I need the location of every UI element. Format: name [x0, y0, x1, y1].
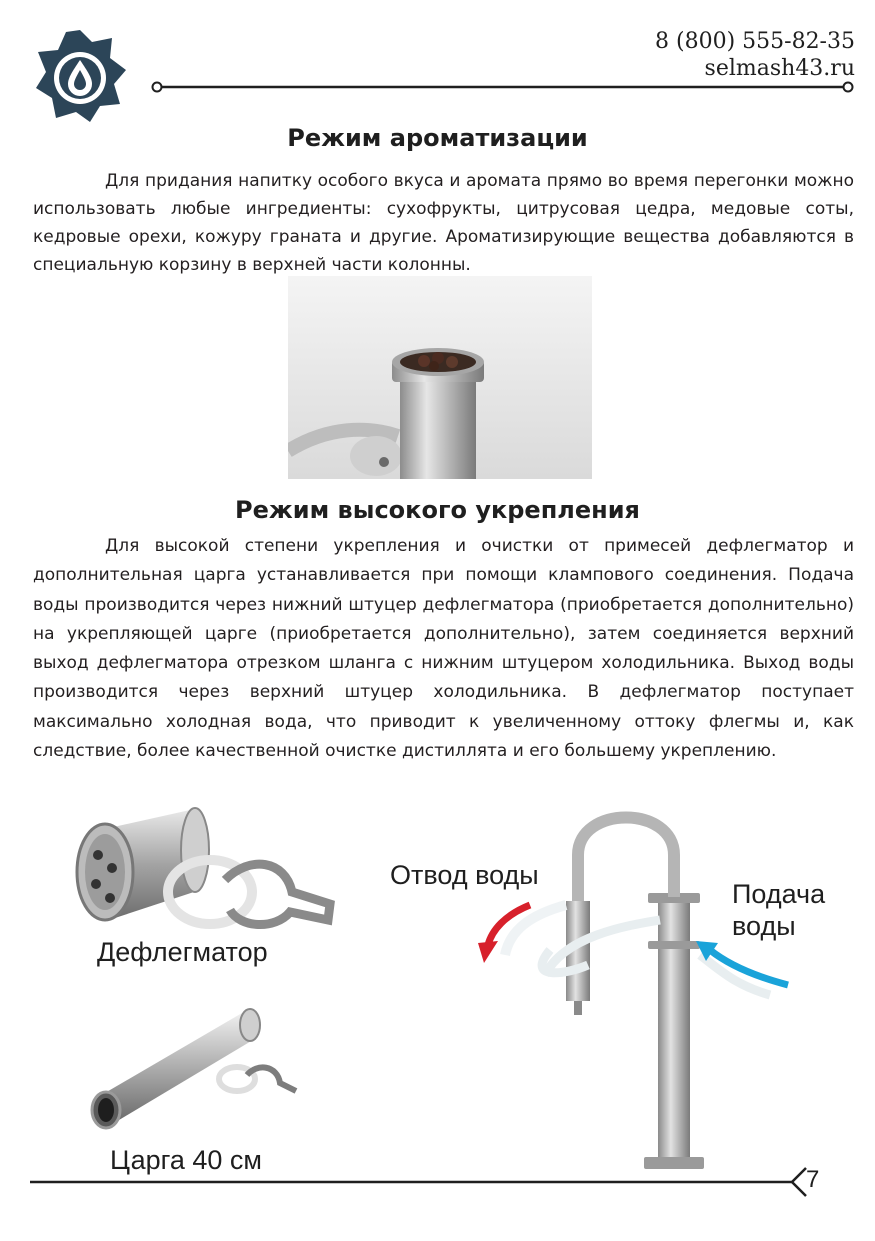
- gear-drop-logo-icon: [36, 30, 126, 122]
- header-rule: [150, 80, 855, 94]
- label-water-inlet-line1: Подача: [732, 879, 826, 909]
- section-body-strong: Для высокой степени укрепления и очистки от примесей дефлегматор и дополнительная царга устанавливается при помощи клампового соединения. Подача воды производится через нижний штуцер дефлегматора (приобретается дополнительно) на укрепляющей царге (приобретается дополнительно), затем соединяется верхний выход дефлегматора отрезком шланга с нижним штуцером холодильника. Выход воды производится через верхний штуцер холодильника. В дефлегматор поступает максимально холодная вода, что приводит к увеличенному оттоку флегмы и, как следствие, более качественной очистке дистиллята и его большему укреплению.: [33, 536, 854, 762]
- contact-block: [655, 28, 855, 82]
- label-water-outlet: Отвод воды: [390, 860, 539, 890]
- section-title-aroma: Режим ароматизации: [287, 124, 588, 152]
- page-number: 7: [806, 1166, 820, 1193]
- phone-number: 8 (800) 555-82-35: [655, 29, 855, 54]
- section-title-strong: Режим высокого укрепления: [235, 496, 640, 524]
- caption-dephlegmator: Дефлегматор: [97, 937, 268, 967]
- dephlegmator-photo: [60, 800, 340, 940]
- caption-tsarga: Царга 40 см: [110, 1145, 262, 1175]
- website[interactable]: selmash43.ru: [704, 56, 855, 81]
- section-body-aroma: Для придания напитку особого вкуса и аромата прямо во время перегонки можно использовать любые ингредиенты: сухофрукты, цитрусовая цедра, медовые соты, кедровые орехи, кожуру граната и другие. Ароматизирующие вещества добавляются в специальную корзину в верхней части колонны.: [33, 171, 854, 275]
- company-logo: [30, 26, 130, 126]
- label-water-inlet-line2: воды: [732, 911, 796, 941]
- tsarga-photo: [82, 1005, 302, 1135]
- footer-rule: [30, 1160, 810, 1204]
- aroma-basket-photo: [288, 276, 592, 479]
- label-water-inlet: [732, 878, 825, 942]
